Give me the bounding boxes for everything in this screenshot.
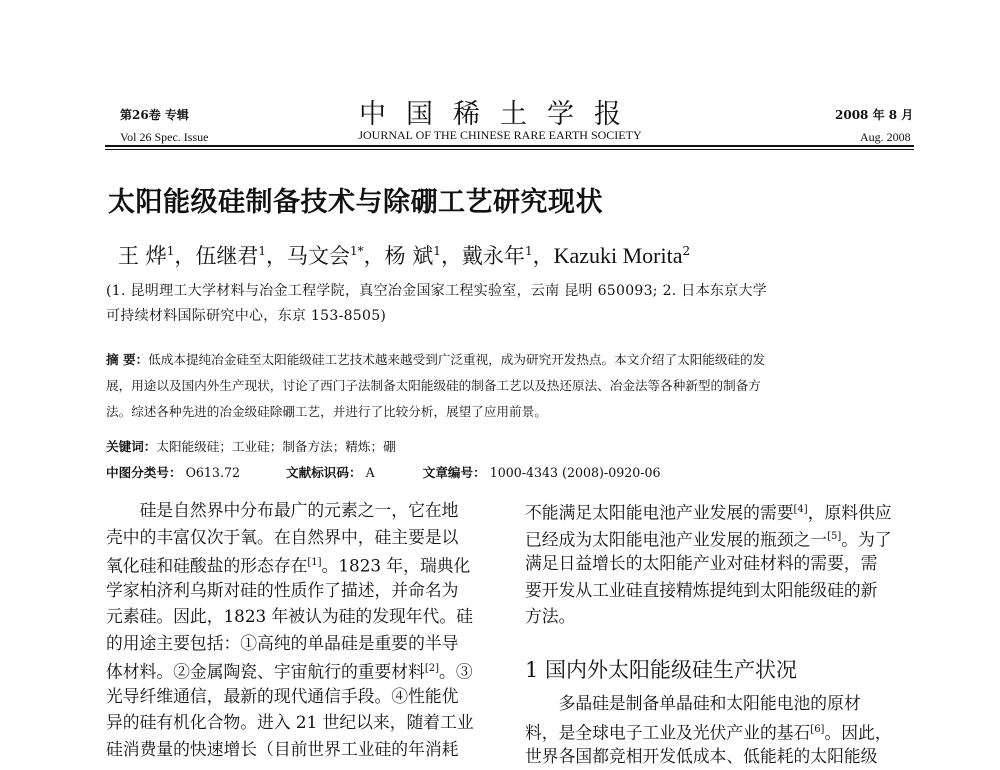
- journal-title-en: JOURNAL OF THE CHINESE RARE EARTH SOCIETY: [358, 128, 642, 142]
- journal-title-cn: 中国稀土学报: [359, 99, 641, 130]
- header-volume-cn: 第26卷 专辑: [120, 108, 189, 122]
- affiliation-line-1: (1. 昆明理工大学材料与冶金工程学院，真空冶金国家工程实验室，云南 昆明 650093; 2. 日本东京大学: [106, 283, 768, 299]
- text-line: 满足日益增长的太阳能产业对硅材料的需要，需: [525, 553, 878, 573]
- citation-marker: [1]: [307, 557, 322, 568]
- keywords-label: 关键词：: [106, 439, 157, 454]
- text-line: 的用途主要包括：①高纯的单晶硅是重要的半导: [106, 632, 459, 653]
- author-name: Kazuki Morita: [553, 243, 683, 268]
- abstract-label: 摘 要：: [106, 352, 149, 367]
- affiliation-line-2: 可持续材料国际研究中心，东京 153-8505): [106, 308, 387, 324]
- header-rule-thick: [105, 145, 914, 147]
- author-name: 伍继君: [195, 244, 259, 268]
- author-affiliation-marker: 2: [682, 244, 691, 258]
- text-line: 学家柏济利乌斯对硅的性质作了描述，并命名为: [106, 579, 459, 600]
- body-right-column-bottom: [525, 690, 892, 770]
- article-number: 1000-4343 (2008)-0920-06: [489, 465, 661, 480]
- text-line: 不能满足太阳能电池产业发展的需要[4]，原料供应: [525, 502, 892, 523]
- clc-number: O613.72: [185, 465, 240, 480]
- text-line: 体材料。②金属陶瓷、宇宙航行的重要材料[2]。③: [106, 661, 473, 682]
- text-line: 多晶硅是制备单晶硅和太阳能电池的原材: [525, 693, 861, 713]
- text-line: 硅消费量的快速增长（目前世界工业硅的年消耗: [106, 738, 459, 759]
- citation-marker: [4]: [793, 504, 808, 515]
- text-line: 光导纤维通信，最新的现代通信手段。④性能优: [106, 685, 459, 706]
- author-name: 戴永年: [461, 244, 525, 268]
- text-line: 已经成为太阳能电池产业发展的瓶颈之一[5]。为了: [525, 529, 892, 550]
- text-line: 壳中的丰富仅次于氧。在自然界中，硅主要是以: [106, 526, 459, 547]
- section-heading: 1 国内外太阳能级硅生产状况: [525, 658, 798, 682]
- header-date-en: Aug. 2008: [860, 130, 911, 144]
- body-left-column: [106, 497, 474, 762]
- text-line: 氧化硅和硅酸盐的形态存在[1]。1823 年，瑞典化: [106, 555, 471, 576]
- citation-marker: [2]: [424, 663, 440, 674]
- text-line: 方法。: [525, 606, 576, 626]
- author-name: 马文会: [286, 244, 350, 268]
- author-affiliation-marker: 1: [524, 244, 533, 258]
- classification-line: 中图分类号： O613.72 文献标识码： A 文章编号： 1000-4343 (2008)-0920-06: [106, 465, 661, 480]
- text-line: 世界各国都竞相开发低成本、低能耗的太阳能级: [525, 746, 878, 766]
- article-title: 太阳能级硅制备技术与除硼工艺研究现状: [108, 187, 603, 218]
- body-right-column-top: [525, 497, 892, 630]
- author-name: 王 烨: [118, 244, 167, 268]
- text-line: 异的硅有机化合物。进入 21 世纪以来，随着工业: [106, 712, 474, 732]
- text-line: 硅是自然界中分布最广的元素之一，它在地: [106, 500, 459, 520]
- author-affiliation-marker: 1*: [349, 244, 364, 258]
- author-affiliation-marker: 1: [166, 244, 175, 258]
- keywords: 太阳能级硅；工业硅；制备方法；精炼；硼: [156, 439, 396, 454]
- text-line: 料，是全球电子工业及光伏产业的基石[6]。因此，: [525, 722, 892, 743]
- doc-code: A: [365, 465, 375, 480]
- author-affiliation-marker: 1: [258, 244, 266, 258]
- text-line: 元素硅。因此，1823 年被认为硅的发现年代。硅: [106, 606, 473, 626]
- author-affiliation-marker: 1: [433, 244, 441, 258]
- header-rule-thin: [105, 149, 914, 150]
- abstract-line-3: 法。综述各种先进的冶金级硅除硼工艺，并进行了比较分析，展望了应用前景。: [106, 404, 547, 419]
- author-name: 杨 斌: [384, 244, 434, 268]
- author-list: 王 烨$^1$，伍继君$^1$，马文会$^{1*}$，杨 斌$^1$，戴永年$^1$，Kazuki Morita$^2$: [118, 243, 691, 268]
- header-volume-en: Vol 26 Spec. Issue: [120, 130, 209, 144]
- header-date-cn: 2008 年 8 月: [835, 108, 914, 122]
- abstract-line-1: 摘 要：低成本提纯冶金硅至太阳能级硅工艺技术越来越受到广泛重视，成为研究开发热点。本文介绍了太阳能级硅的发: [106, 352, 766, 367]
- citation-marker: [5]: [827, 530, 842, 542]
- citation-marker: [6]: [810, 723, 825, 735]
- text-line: 要开发从工业硅直接精炼提纯到太阳能级硅的新: [525, 579, 878, 600]
- abstract-line-2: 展，用途以及国内外生产现状，讨论了西门子法制备太阳能级硅的制备工艺以及热还原法、冶金法等各种新型的制备方: [106, 378, 761, 393]
- keywords-line: [106, 436, 916, 455]
